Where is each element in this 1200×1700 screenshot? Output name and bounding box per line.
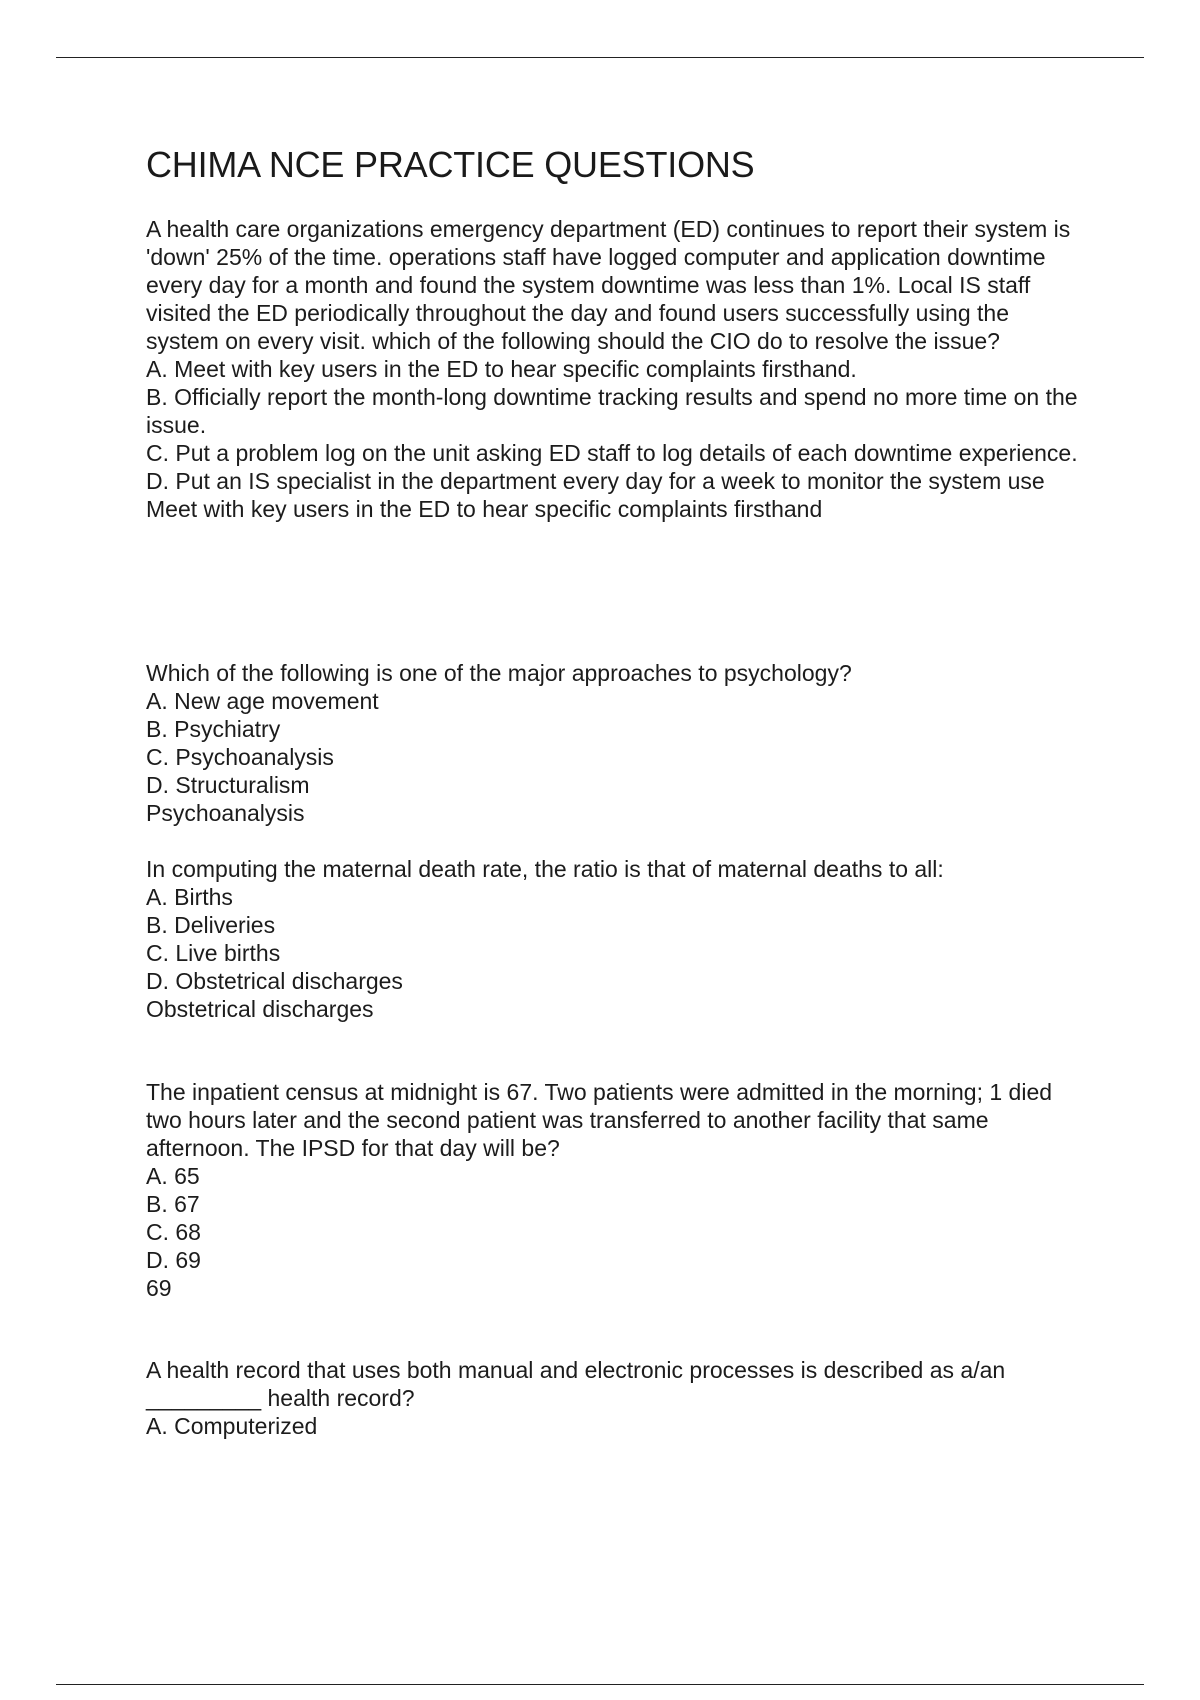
option-b: B. Officially report the month-long downtime tracking results and spend no more time on the issue. <box>146 384 1078 438</box>
question-4 <box>146 1078 1086 1302</box>
page-title: CHIMA NCE PRACTICE QUESTIONS <box>146 144 755 185</box>
option-c: C. 68 <box>146 1219 201 1245</box>
question-text: In computing the maternal death rate, the ratio is that of maternal deaths to all: <box>146 856 944 882</box>
answer: 69 <box>146 1275 172 1301</box>
option-c: C. Live births <box>146 940 281 966</box>
option-a: A. Computerized <box>146 1413 318 1439</box>
question-text: A health care organizations emergency department (ED) continues to report their system is 'down' 25% of the time. operations staff have logged computer and application downtime every day for a month and found the system downtime was less than 1%. Local IS staff visited the ED periodically throughout the day and found users successfully using the system on every visit. which of the following should the CIO do to resolve the issue? <box>146 216 1071 354</box>
option-a: A. Meet with key users in the ED to hear specific complaints firsthand. <box>146 356 857 382</box>
option-b: B. Psychiatry <box>146 716 281 742</box>
question-text: A health record that uses both manual and electronic processes is described as a/an _________ health record? <box>146 1357 1006 1411</box>
footer-rule <box>56 1684 1144 1685</box>
option-c: C. Put a problem log on the unit asking ED staff to log details of each downtime experience. <box>146 440 1078 466</box>
option-a: A. 65 <box>146 1163 200 1189</box>
question-5 <box>146 1356 1086 1440</box>
option-a: A. New age movement <box>146 688 379 714</box>
question-2 <box>146 659 1086 827</box>
option-d: D. Obstetrical discharges <box>146 968 403 994</box>
option-d: D. Put an IS specialist in the department every day for a week to monitor the system use <box>146 468 1045 494</box>
option-b: B. Deliveries <box>146 912 276 938</box>
option-b: B. 67 <box>146 1191 200 1217</box>
question-text: The inpatient census at midnight is 67. Two patients were admitted in the morning; 1 died two hours later and the second patient was transferred to another facility that same afternoon. The IPSD for that day will be? <box>146 1079 1053 1161</box>
answer: Obstetrical discharges <box>146 996 374 1022</box>
header-rule <box>56 57 1144 58</box>
answer: Meet with key users in the ED to hear specific complaints firsthand <box>146 496 823 522</box>
option-d: D. 69 <box>146 1247 201 1273</box>
question-text: Which of the following is one of the major approaches to psychology? <box>146 660 852 686</box>
question-1 <box>146 215 1086 523</box>
option-d: D. Structuralism <box>146 772 310 798</box>
option-c: C. Psychoanalysis <box>146 744 334 770</box>
answer: Psychoanalysis <box>146 800 305 826</box>
option-a: A. Births <box>146 884 233 910</box>
question-3 <box>146 855 1086 1023</box>
